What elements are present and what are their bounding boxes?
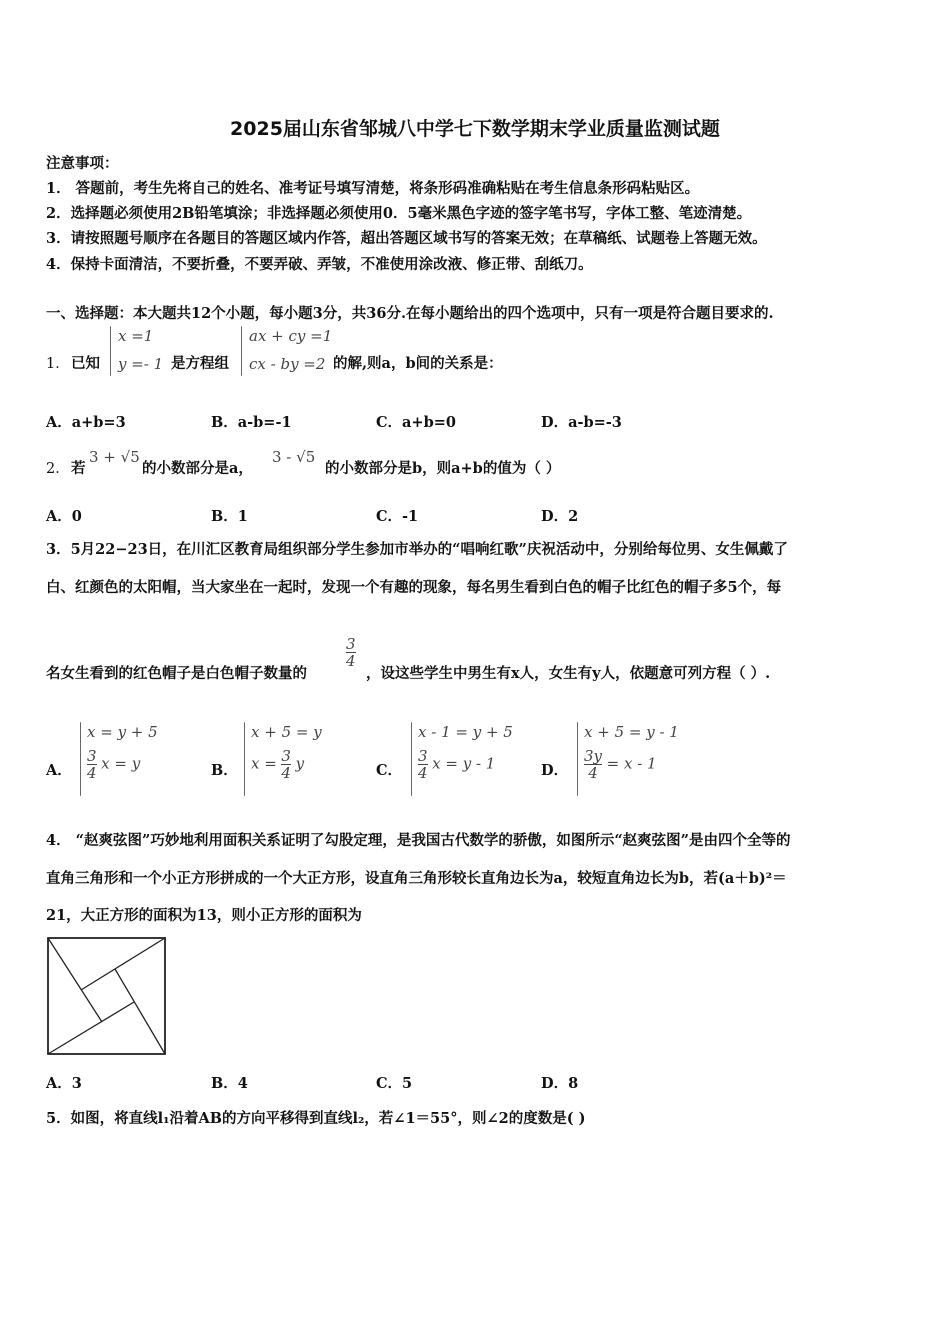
q3-option-c-row2: [418, 748, 495, 781]
frac-den: 4: [588, 764, 598, 782]
notice-heading: 注意事项：: [46, 155, 119, 172]
section-heading: 一、选择题：本大题共12个小题，每小题3分，共36分.在每小题给出的四个选项中，只有一项是符合题目要求的.: [46, 305, 774, 322]
q3-option-a-label: A．: [46, 762, 72, 779]
row-pre: x =: [251, 754, 277, 773]
q4-option-c: C．5: [376, 1075, 413, 1092]
q3-line: 白、红颜色的太阳帽，当大家坐在一起时，发现一个有趣的现象，每名男生看到白色的帽子比红色的帽子多5个，每: [46, 579, 782, 596]
q2-option-c: C．-1: [376, 508, 419, 525]
q3-option-c-row1: x - 1 = y + 5: [418, 723, 513, 741]
notice-item: 3．请按照题号顺序在各题目的答题区域内作答，超出答题区域书写的答案无效；在草稿纸、试题卷上答题无效。: [46, 230, 767, 247]
q3-line-pre: 名女生看到的红色帽子是白色帽子数量的: [46, 665, 307, 682]
q2-option-d: D．2: [541, 508, 579, 525]
q1-option-d: D．a-b=-3: [541, 414, 622, 431]
row-rest: y: [295, 754, 305, 773]
notice-item: 2．选择题必须使用2B铅笔填涂；非选择题必须使用0．5毫米黑色字迹的签字笔书写，字体工整、笔迹清楚。: [46, 205, 752, 222]
q3-option-d-row2: [584, 748, 657, 781]
q2-text-post: 的小数部分是b，则a+b的值为（ ）: [325, 460, 561, 477]
zhaoshuang-diagram: [46, 936, 168, 1056]
q2-option-a: A．0: [46, 508, 82, 525]
q2-expr1: 3 + √5: [89, 448, 140, 466]
q3-option-c-bracket: [411, 722, 412, 796]
q1-sys1-row: x =1: [118, 327, 154, 345]
q3-option-b-bracket: [244, 722, 245, 796]
frac-num: 3: [346, 635, 356, 653]
frac-den: 4: [281, 764, 291, 782]
frac-den: 4: [418, 764, 428, 782]
q4-line: 直角三角形和一个小正方形拼成的一个大正方形，设直角三角形较长直角边长为a，较短直角边长为b，若(a＋b)²＝: [46, 870, 787, 887]
q3-line-post: ，设这些学生中男生有x人，女生有y人，依题意可列方程（ ）.: [366, 665, 771, 682]
row-rest: = x - 1: [606, 754, 657, 773]
frac-den: 4: [346, 652, 356, 670]
q1-number: 1．: [46, 356, 70, 372]
q1-text-pre: 已知: [71, 355, 100, 372]
q3-option-b-label: B．: [211, 762, 238, 779]
q1-option-c: C．a+b=0: [376, 414, 456, 431]
page-title: 2025届山东省邹城八中学七下数学期末学业质量监测试题: [230, 118, 720, 140]
q3-option-d-bracket: [577, 722, 578, 796]
q2-text-pre: 若: [71, 460, 86, 477]
notice-item: 4．保持卡面清洁，不要折叠，不要弄破、弄皱，不准使用涂改液、修正带、刮纸刀。: [46, 256, 593, 273]
q3-option-d-row1: x + 5 = y - 1: [584, 723, 679, 741]
q4-line: 4． “赵爽弦图”巧妙地利用面积关系证明了勾股定理，是我国古代数学的骄傲，如图所示“赵爽弦图”是由四个全等的: [46, 832, 791, 849]
q3-option-a-row2: [87, 748, 140, 781]
q1-sys2-row: cx - by =2: [249, 355, 326, 373]
q2-number: 2．: [46, 461, 70, 477]
q5-text: 5．如图，将直线l₁沿着AB的方向平移得到直线l₂，若∠1＝55°，则∠2的度数是( ): [46, 1110, 586, 1127]
frac-num: 3: [281, 747, 291, 765]
q3-option-b-row1: x + 5 = y: [251, 723, 322, 741]
q4-option-d: D．8: [541, 1075, 579, 1092]
q1-text-mid: 是方程组: [171, 355, 229, 372]
q1-sys2-row: ax + cy =1: [249, 327, 333, 345]
q3-option-b-row2: [251, 748, 304, 781]
q1-sys1-row: y =- 1: [118, 355, 164, 373]
row-rest: x = y: [101, 754, 141, 773]
notice-item: 1． 答题前，考生先将自己的姓名、准考证号填写清楚，将条形码准确粘贴在考生信息条形码粘贴区。: [46, 180, 700, 197]
q3-option-a-row1: x = y + 5: [87, 723, 158, 741]
q3-option-c-label: C．: [376, 762, 403, 779]
frac-den: 4: [87, 764, 97, 782]
q3-line: 3．5月22−23日，在川汇区教育局组织部分学生参加市举办的“唱响红歌”庆祝活动中，分别给每位男、女生佩戴了: [46, 541, 788, 558]
q2-expr2: 3 - √5: [272, 448, 316, 466]
frac-num: 3y: [584, 747, 603, 765]
q1-option-b: B．a-b=-1: [211, 414, 292, 431]
q1-option-a: A．a+b=3: [46, 414, 126, 431]
q2-text-mid: 的小数部分是a，: [142, 460, 253, 477]
q4-line: 21，大正方形的面积为13，则小正方形的面积为: [46, 907, 362, 924]
frac-num: 3: [418, 747, 428, 765]
q3-option-a-bracket: [80, 722, 81, 796]
q1-system-bracket: [110, 326, 111, 376]
q1-system-bracket: [241, 326, 242, 376]
frac-num: 3: [87, 747, 97, 765]
q3-option-d-label: D．: [541, 762, 569, 779]
row-rest: x = y - 1: [432, 754, 496, 773]
q2-option-b: B．1: [211, 508, 248, 525]
q3-fraction: [346, 636, 356, 669]
q4-option-a: A．3: [46, 1075, 82, 1092]
q4-option-b: B．4: [211, 1075, 248, 1092]
q1-text-post: 的解,则a，b间的关系是：: [333, 355, 503, 372]
